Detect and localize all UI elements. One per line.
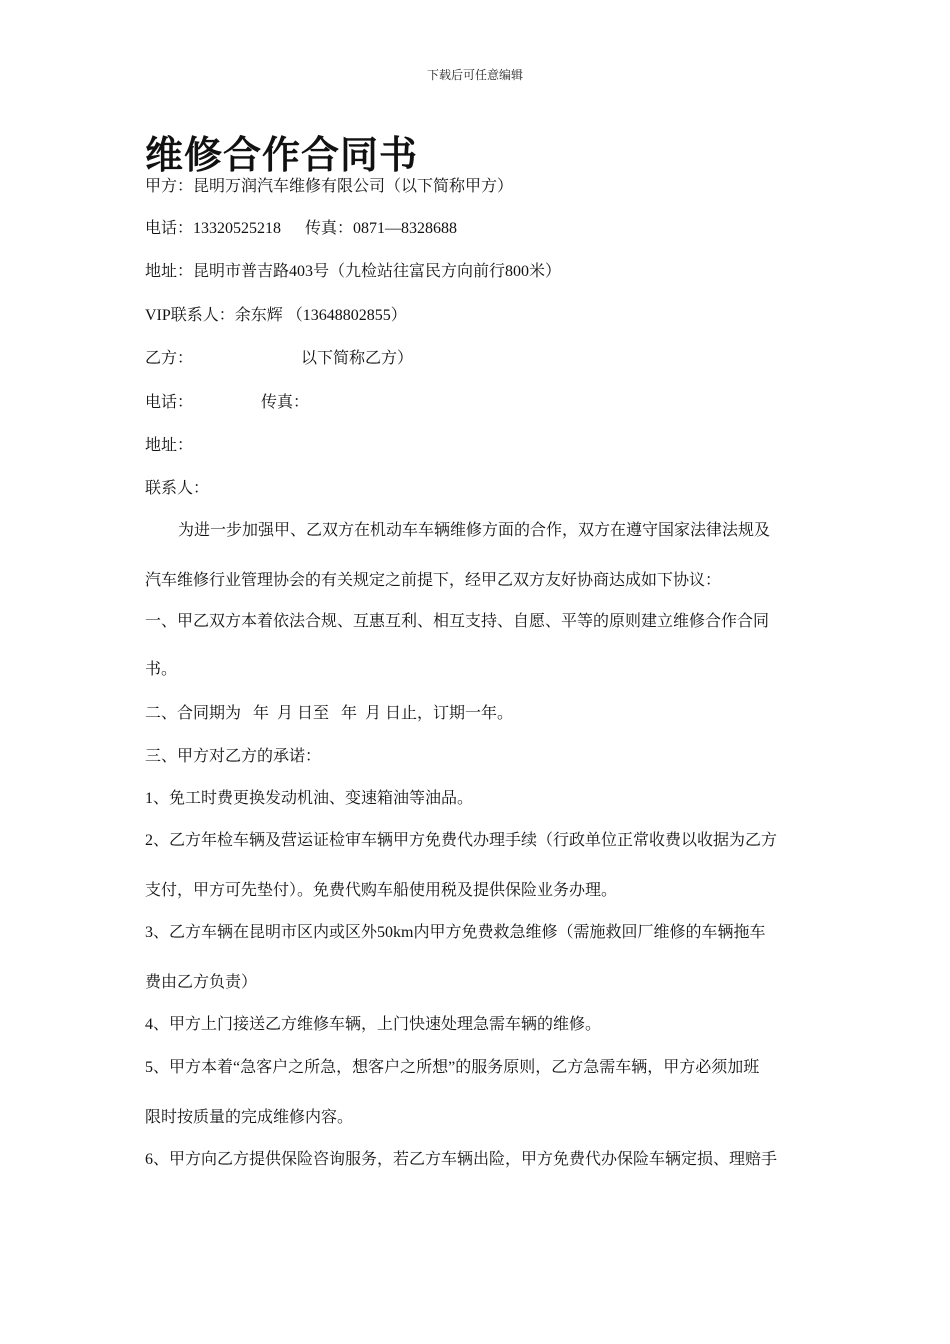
party-b-contact: 联系人： — [145, 480, 210, 497]
party-a-vip-contact: VIP联系人：余东辉 （13648802855） — [145, 307, 407, 324]
item-2-line-2: 支付，甲方可先垫付）。免费代购车船使用税及提供保险业务办理。 — [145, 882, 618, 899]
preamble-line-2: 汽车维修行业管理协会的有关规定之前提下，经甲乙双方友好协商达成如下协议： — [145, 572, 722, 589]
party-a-phone-fax: 电话：13320525218 传真：0871—8328688 — [145, 220, 458, 237]
item-5-line-1: 5、甲方本着“急客户之所急，想客户之所想”的服务原则，乙方急需车辆，甲方必须加班 — [145, 1059, 760, 1076]
item-4: 4、甲方上门接送乙方维修车辆，上门快速处理急需车辆的维修。 — [145, 1016, 602, 1033]
clause-2: 二、合同期为 年 月 日至 年 月 日止，订期一年。 — [145, 705, 514, 722]
item-1: 1、免工时费更换发动机油、变速箱油等油品。 — [145, 790, 474, 807]
item-3-line-1: 3、乙方车辆在昆明市区内或区外50km内甲方免费救急维修（需施救回厂维修的车辆拖车 — [145, 924, 766, 941]
clause-1-line-1: 一、甲乙双方本着依法合规、互惠互利、相互支持、自愿、平等的原则建立维修合作合同 — [145, 613, 770, 630]
clause-3-heading: 三、甲方对乙方的承诺： — [145, 748, 322, 765]
party-b-address: 地址： — [145, 437, 194, 454]
item-6-line-1: 6、甲方向乙方提供保险咨询服务，若乙方车辆出险，甲方免费代办保险车辆定损、理赔手 — [145, 1151, 778, 1168]
party-a-address: 地址：昆明市普吉路403号（九检站往富民方向前行800米） — [145, 263, 562, 280]
party-a-name: 甲方：昆明万润汽车维修有限公司（以下简称甲方） — [145, 178, 514, 195]
preamble-line-1: 为进一步加强甲、乙双方在机动车车辆维修方面的合作，双方在遵守国家法律法规及 — [178, 522, 771, 539]
item-3-line-2: 费由乙方负责） — [145, 974, 258, 991]
header-note: 下载后可任意编辑 — [426, 68, 523, 82]
document-title: 维修合作合同书 — [145, 135, 419, 177]
item-2-line-1: 2、乙方年检车辆及营运证检审车辆甲方免费代办理手续（行政单位正常收费以收据为乙方 — [145, 832, 778, 849]
item-5-line-2: 限时按质量的完成维修内容。 — [145, 1109, 354, 1126]
party-b-name: 乙方： 以下简称乙方） — [145, 350, 414, 367]
party-b-phone-fax: 电话： 传真： — [145, 394, 310, 411]
clause-1-line-2: 书。 — [145, 661, 178, 678]
